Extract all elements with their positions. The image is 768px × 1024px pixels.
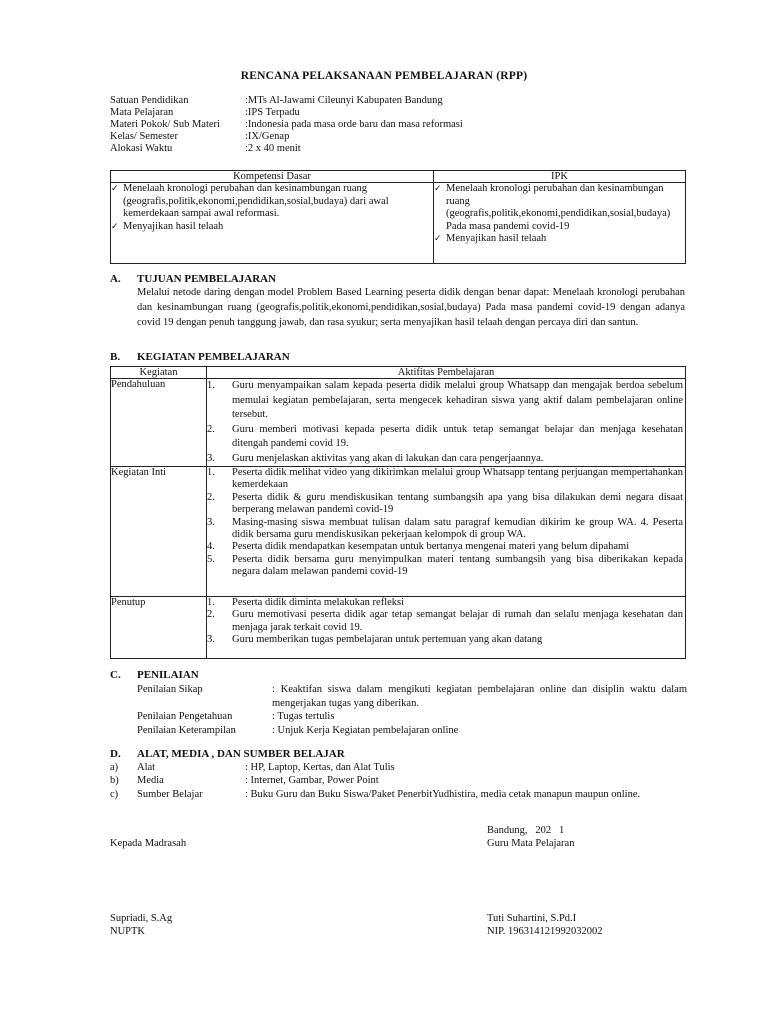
section-a-heading	[110, 273, 276, 285]
activity-item: 3. Guru memberikan tugas pembelajaran untuk pertemuan yang akan datang	[207, 634, 543, 646]
kegiatan-cell: Pendahuluan	[111, 379, 207, 467]
right-signer-id: NIP. 196314121992032002	[487, 926, 603, 937]
sumber-label: Sumber Belajar	[137, 789, 203, 800]
penilaian-label: Penilaian Keterampilan	[137, 725, 236, 736]
right-signer-name: Tuti Suhartini, S.Pd.I	[487, 913, 577, 924]
sumber-label: Media	[137, 775, 164, 786]
info-value: :IX/Genap	[245, 131, 290, 142]
kd-text: Menelaah kronologi perubahan dan kesinambungan ruang (geografis,politik,ekonomi,pendidikan,sosial,budaya) dari awal kemerdekaan sampai awal reformasi.	[123, 183, 389, 219]
right-signer-title: Guru Mata Pelajaran	[487, 838, 575, 849]
aktifitas-header: Aktifitas Pembelajaran	[207, 367, 686, 379]
activity-item: 2. Peserta didik & guru mendiskusikan tentang sumbangsih apa yang bisa dilakukan demi negara disaat berperang melawan pandemi covid-19	[207, 491, 683, 516]
ipk-text: Menelaah kronologi perubahan dan kesinambungan ruang (geografis,politik,ekonomi,pendidikan,sosial,budaya) Pada masa pandemi covid-19	[446, 183, 671, 232]
kd-header: Kompetensi Dasar	[111, 171, 434, 183]
sumber-value: : HP, Laptop, Kertas, dan Alat Tulis	[245, 762, 395, 773]
section-c-heading	[110, 669, 199, 681]
checklist-item	[434, 233, 685, 246]
info-value: :Indonesia pada masa orde baru dan masa reformasi	[245, 119, 463, 130]
left-signer-title: Kepada Madrasah	[110, 838, 187, 849]
section-title: PENILAIAN	[137, 669, 199, 681]
penilaian-row	[137, 683, 687, 711]
sumber-row	[110, 761, 710, 775]
left-signer-id: NUPTK	[110, 926, 146, 937]
sumber-value: : Buku Guru dan Buku Siswa/Paket PenerbitYudhistira, media cetak manapun maupun online.	[245, 789, 641, 800]
checkmark-icon: ✓	[434, 184, 442, 194]
tujuan-paragraph: Melalui netode daring dengan model Problem Based Learning peserta didik dengan benar dapat: Menelaah kronologi perubahan dan kesinambungan ruang (geografis,politik,ekonomi,pendidikan,sosial,budaya) Pada masa pandemi covid-19 dengan adanya covid 19 dengan penuh tanggung jawab, dan rasa syukur; serta menyajikan hasil telaah dengan percaya diri dan santun.	[137, 287, 685, 328]
activity-item: 1. Guru menyampaikan salam kepada peserta didik melalui group Whatsapp dan mengajak berdoa sebelum memulai kegiatan pembelajaran, serta mengecek kehadiran siswa yang aktif dalam pembelajaran online tersebut.	[207, 380, 683, 420]
info-label: Materi Pokok/ Sub Materi	[110, 119, 220, 130]
checkmark-icon: ✓	[111, 184, 119, 194]
sumber-number: b)	[110, 775, 119, 786]
activities-table	[110, 366, 686, 659]
aktifitas-cell	[207, 379, 686, 467]
penilaian-value: : Tugas tertulis	[272, 711, 335, 722]
activity-item: 1. Peserta didik melihat video yang dikirimkan melalui group Whatsapp tentang perjuangan mempertahankan kemerdekaan	[207, 467, 683, 491]
kd-text: Menyajikan hasil telaah	[123, 220, 224, 232]
document-title: RENCANA PELAKSANAAN PEMBELAJARAN (RPP)	[240, 70, 528, 82]
ipk-header: IPK	[434, 171, 686, 183]
ipk-text: Menyajikan hasil telaah	[446, 233, 547, 244]
info-value: :2 x 40 menit	[245, 143, 301, 154]
activity-item: 1. Peserta didik diminta melakukan refleksi	[207, 597, 405, 608]
checkmark-icon: ✓	[111, 221, 119, 232]
sumber-label: Alat	[137, 762, 156, 773]
penilaian-value: : Keaktifan siswa dalam mengikuti kegiatan pembelajaran online dan disiplin waktu dalam mengerjakan tugas yang diberikan.	[272, 684, 687, 709]
checkmark-icon: ✓	[434, 234, 442, 244]
checklist-item	[111, 183, 433, 221]
section-letter: A.	[110, 273, 121, 285]
kegiatan-cell: Kegiatan Inti	[111, 467, 207, 597]
activity-item: 2. Guru memberi motivasi kepada peserta didik untuk tetap semangat belajar dan menjaga kesehatan ditengah pandemi covid 19.	[207, 423, 683, 449]
sumber-number: c)	[110, 789, 119, 800]
info-label: Mata Pelajaran	[110, 107, 174, 118]
left-signer-name: Supriadi, S.Ag	[110, 913, 173, 924]
section-title: KEGIATAN PEMBELAJARAN	[137, 351, 290, 363]
activity-item: 2. Guru memotivasi peserta didik agar tetap semangat belajar di rumah dan selalu menjaga kesehatan dan menjaga jarak terkait covid 19.	[207, 609, 683, 633]
checklist-item	[434, 183, 685, 233]
penilaian-row	[137, 724, 687, 738]
activity-item: 4. Peserta didik mendapatkan kesempatan untuk bertanya mengenai materi yang belum dipahami	[207, 541, 630, 553]
info-label: Alokasi Waktu	[110, 143, 173, 154]
sumber-row	[110, 788, 710, 802]
section-b-heading	[110, 351, 290, 363]
info-label: Kelas/ Semester	[110, 131, 178, 142]
section-d-heading	[110, 748, 345, 760]
kegiatan-cell: Penutup	[111, 597, 207, 659]
kd-cell	[111, 183, 434, 264]
activity-item: 3. Masing-masing siswa membuat tulisan dalam satu paragraf kemudian dikirim ke group WA. 4. Peserta didik bersama guru mendiskusikan pekerjaan kelompok di group WA.	[207, 516, 683, 541]
penilaian-label: Penilaian Sikap	[137, 684, 203, 695]
sumber-row	[110, 774, 710, 788]
section-title: TUJUAN PEMBELAJARAN	[137, 273, 277, 285]
checklist-item	[111, 221, 433, 234]
info-label: Satuan Pendidikan	[110, 95, 189, 106]
ipk-cell	[434, 183, 686, 264]
section-letter: C.	[110, 669, 121, 681]
kd-ipk-table	[110, 170, 686, 264]
section-letter: B.	[110, 351, 121, 363]
section-title: ALAT, MEDIA , DAN SUMBER BELAJAR	[137, 748, 345, 760]
aktifitas-cell	[207, 597, 686, 659]
sumber-number: a)	[110, 762, 119, 773]
activity-item: 5. Peserta didik bersama guru menyimpulkan materi tentang sumbangsih yang bisa diberikakan kepada negara dalam melawan pandemi covid-19	[207, 553, 683, 578]
info-value: :IPS Terpadu	[245, 107, 300, 118]
signature-date: Bandung, 202 1	[487, 825, 565, 836]
activity-item: 3. Guru menjelaskan aktivitas yang akan di lakukan dan cara pengerjaannya.	[207, 452, 544, 464]
penilaian-label: Penilaian Pengetahuan	[137, 711, 233, 722]
sumber-value: : Internet, Gambar, Power Point	[245, 775, 379, 786]
aktifitas-cell	[207, 467, 686, 597]
section-letter: D.	[110, 748, 121, 760]
kegiatan-header: Kegiatan	[111, 367, 207, 379]
penilaian-row	[137, 710, 687, 724]
penilaian-value: : Unjuk Kerja Kegiatan pembelajaran online	[272, 725, 459, 736]
info-value: :MTs Al-Jawami Cileunyi Kabupaten Bandung	[245, 95, 443, 106]
